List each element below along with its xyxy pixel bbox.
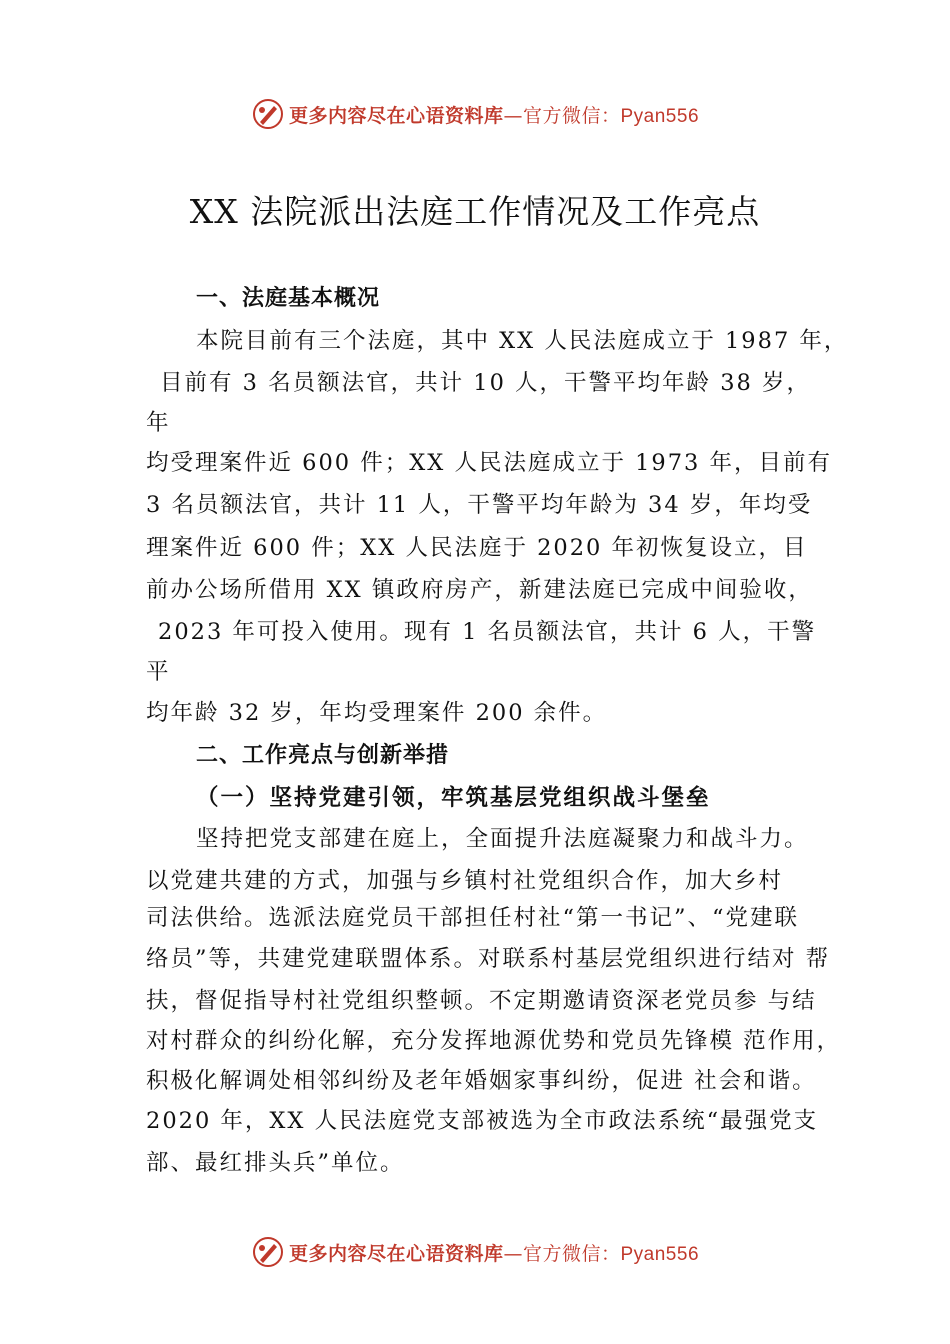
section1-line: 年: [146, 410, 171, 436]
section1-line: 平: [146, 659, 171, 685]
banner-wechat-label: 官方微信：: [522, 1242, 621, 1265]
subsection1-line: 司法供给。选派法庭党员干部担任村社“第一书记”、“党建联: [146, 905, 800, 931]
section1-line: 2023 年可投入使用。现有 1 名员额法官，共计 6 人，干警: [158, 619, 817, 645]
section1-line: 均受理案件近 600 件；XX 人民法庭成立于 1973 年，目前有: [146, 450, 833, 476]
subsection1-line: 络员”等，共建党建联盟体系。对联系村基层党组织进行结对 帮: [146, 946, 831, 972]
subsection1-line: 2020 年，XX 人民法庭党支部被选为全市政法系统“最强党支: [146, 1108, 819, 1134]
footer-banner: [0, 1232, 950, 1272]
banner-text: [289, 1239, 699, 1266]
subsection1-heading: （一）坚持党建引领，牢筑基层党组织战斗堡垒: [196, 785, 711, 811]
pen-logo-icon: [251, 97, 285, 131]
section1-line: 本院目前有三个法庭，其中 XX 人民法庭成立于 1987 年，: [196, 328, 849, 354]
header-banner: [0, 94, 950, 134]
banner-main-text: 更多内容尽在心语资料库: [288, 1242, 504, 1265]
document-title: XX 法院派出法庭工作情况及工作亮点: [189, 192, 761, 231]
banner-text: [289, 101, 699, 128]
banner-main-text: 更多内容尽在心语资料库: [288, 104, 504, 127]
section2-heading: 二、工作亮点与创新举措: [196, 743, 450, 768]
banner-wechat-label: 官方微信：: [522, 104, 621, 127]
subsection1-line: 积极化解调处相邻纠纷及老年婚姻家事纠纷，促进 社会和谐。: [146, 1068, 817, 1094]
banner-dash: —: [503, 104, 523, 127]
subsection1-line: 对村群众的纠纷化解，充分发挥地源优势和党员先锋模 范作用，: [146, 1028, 842, 1054]
pen-logo-icon: [251, 1235, 285, 1269]
subsection1-line: 部、最红排头兵”单位。: [146, 1150, 405, 1176]
section1-line: 3 名员额法官，共计 11 人，干警平均年龄为 34 岁，年均受: [146, 492, 813, 518]
section1-line: 前办公场所借用 XX 镇政府房产，新建法庭已完成中间验收，: [146, 577, 813, 603]
section1-heading: 一、法庭基本概况: [196, 286, 381, 311]
subsection1-line: 扶，督促指导村社党组织整顿。不定期邀请资深老党员参 与结: [146, 988, 817, 1014]
subsection1-line: 坚持把党支部建在庭上，全面提升法庭凝聚力和战斗力。: [196, 826, 809, 852]
section1-line: 理案件近 600 件；XX 人民法庭于 2020 年初恢复设立，目: [146, 535, 808, 561]
banner-wechat-id: Pyan556: [620, 1243, 700, 1265]
subsection1-line: 以党建共建的方式，加强与乡镇村社党组织合作，加大乡村: [146, 868, 784, 894]
section1-line: 目前有 3 名员额法官，共计 10 人，干警平均年龄 38 岁，: [160, 370, 811, 396]
section1-line: 均年龄 32 岁，年均受理案件 200 余件。: [146, 700, 608, 726]
banner-dash: —: [503, 1242, 523, 1265]
banner-wechat-id: Pyan556: [620, 105, 700, 127]
